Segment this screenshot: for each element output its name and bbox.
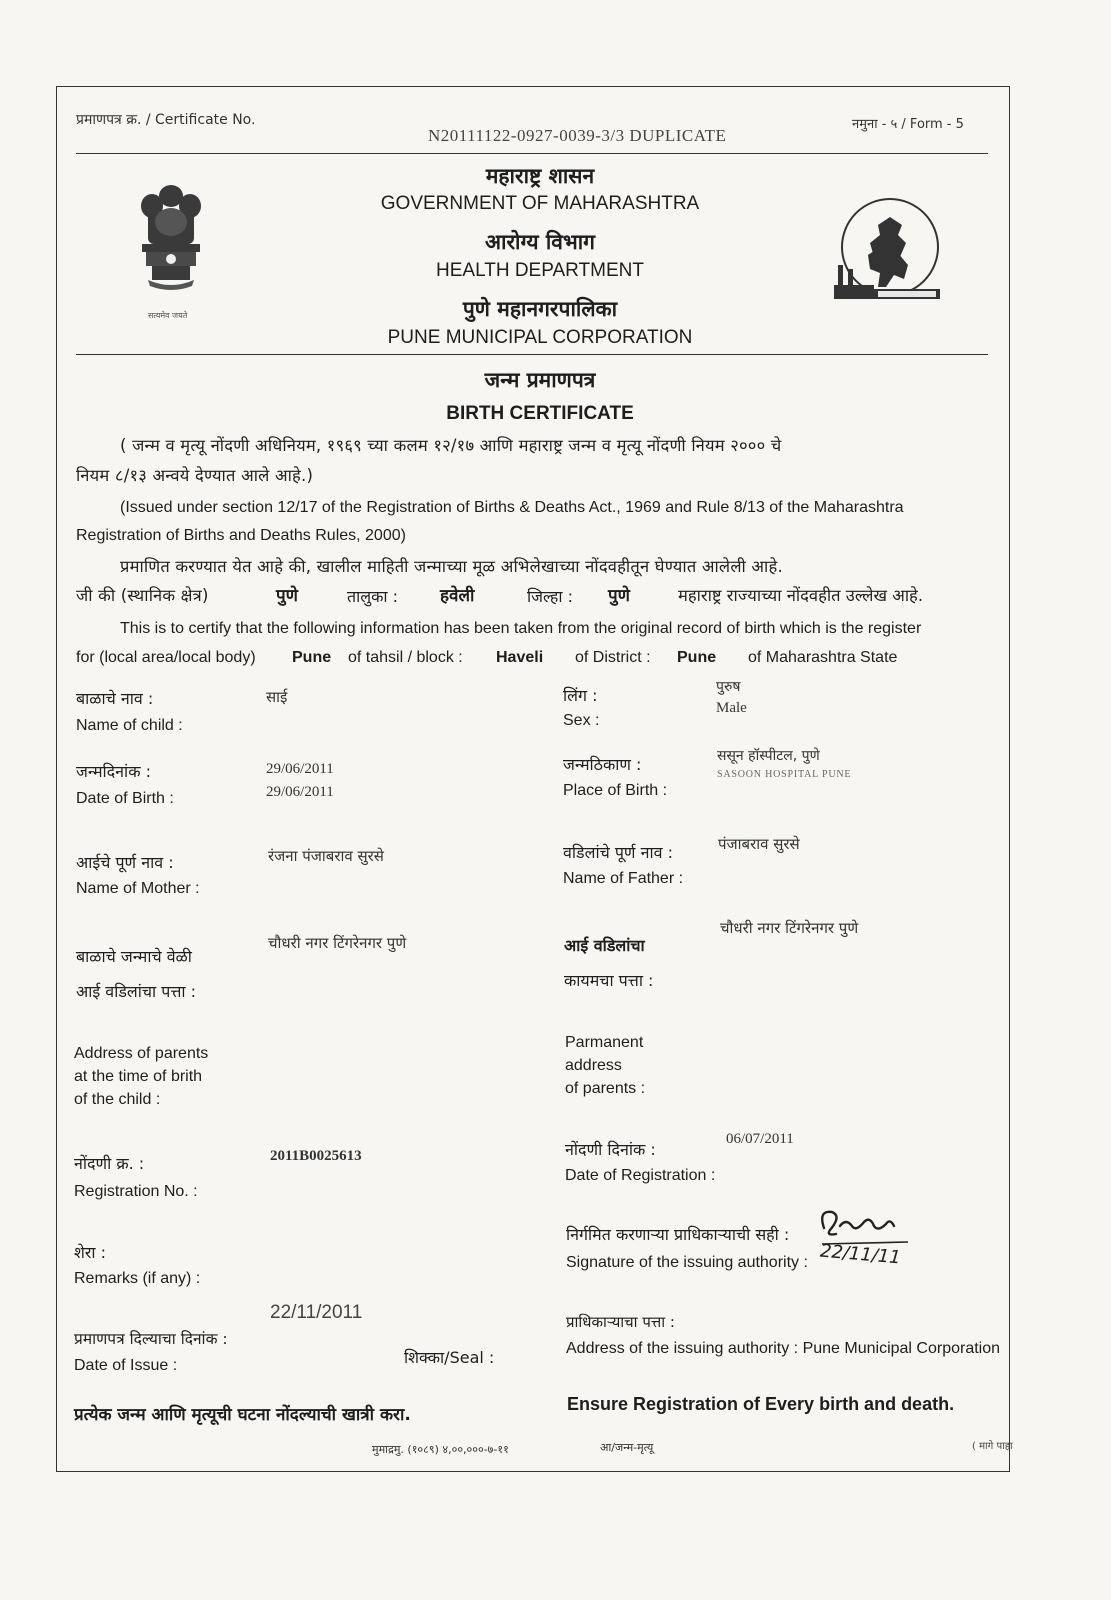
header-divider	[76, 153, 988, 154]
certify-marathi-taluka: हवेली	[440, 586, 475, 606]
pob-value-english: SASOON HOSPITAL PUNE	[717, 769, 852, 780]
mother-name-label-english: Name of Mother :	[76, 880, 200, 897]
emblem-caption: सत्यमेव जयते	[148, 311, 188, 320]
remarks-label-english: Remarks (if any) :	[74, 1270, 201, 1287]
signature-handwritten-date: 22/11/11	[819, 1240, 902, 1269]
permanent-address-value: चौधरी नगर टिंगरेनगर पुणे	[720, 919, 859, 937]
dob-label-english: Date of Birth :	[76, 790, 174, 807]
dob-label-marathi: जन्मदिनांक :	[76, 762, 151, 781]
form-number: नमुना - ५ / Form - 5	[852, 117, 964, 132]
father-name-label-english: Name of Father :	[563, 870, 684, 887]
pob-label-marathi: जन्मठिकाण :	[563, 755, 642, 774]
reg-no-label-marathi: नोंदणी क्र. :	[74, 1154, 145, 1173]
pob-label-english: Place of Birth :	[563, 782, 668, 799]
birth-address-value: चौधरी नगर टिंगरेनगर पुणे	[268, 934, 407, 952]
certify-english-tahsil: Haveli	[496, 649, 544, 666]
dob-value-marathi: 29/06/2011	[266, 761, 334, 777]
certify-english-line-1: This is to certify that the following information has been taken from the original record of birth which is the register	[120, 620, 922, 637]
print-info: मुमाद्रमु. (१०८९) ४,००,०००-७-११	[372, 1443, 509, 1456]
sex-label-marathi: लिंग :	[563, 686, 598, 705]
print-code: आ/जन्म-मृत्यू	[600, 1441, 654, 1454]
authority-address-label-marathi: प्राधिकाऱ्याचा पत्ता :	[566, 1313, 675, 1331]
act-marathi-line-2: नियम ८/१३ अन्वये देण्यात आले आहे.)	[76, 466, 314, 485]
birth-address-label-english-2: at the time of brith	[74, 1068, 203, 1085]
title-divider	[76, 354, 988, 355]
certify-marathi-line-1: प्रमाणित करण्यात येत आहे की, खालील माहिती जन्माच्या मूळ अभिलेखाच्या नोंदवहीतून घेण्यात आलेली आहे.	[120, 557, 783, 576]
permanent-address-label-english-3: of parents :	[565, 1080, 646, 1097]
certify-marathi-area: पुणे	[276, 586, 298, 606]
dept-title-english: HEALTH DEPARTMENT	[436, 260, 644, 281]
issue-date-value: 22/11/2011	[270, 1302, 363, 1323]
child-name-label-english: Name of child :	[76, 717, 183, 734]
slogan-english: Ensure Registration of Every birth and death.	[567, 1394, 955, 1414]
certify-english-district-label: of District :	[575, 649, 651, 666]
signature-label-english: Signature of the issuing authority :	[566, 1254, 808, 1271]
certify-english-line-2-prefix: for (local area/local body)	[76, 649, 256, 666]
certify-marathi-district: पुणे	[608, 586, 630, 606]
act-english-line-1: (Issued under section 12/17 of the Registration of Births & Deaths Act., 1969 and Rule 8/13 of the Maharashtra	[120, 499, 904, 516]
seal-label: शिक्का/Seal :	[404, 1348, 495, 1367]
permanent-address-label-marathi-2: कायमचा पत्ता :	[564, 971, 654, 990]
act-english-line-2: Registration of Births and Deaths Rules, 2000)	[76, 527, 406, 544]
mother-name-value: रंजना पंजाबराव सुरसे	[268, 847, 384, 865]
dob-value-english: 29/06/2011	[266, 784, 334, 800]
sex-label-english: Sex :	[563, 712, 600, 729]
sex-value-marathi: पुरुष	[716, 679, 741, 695]
father-name-label-marathi: वडिलांचे पूर्ण नाव :	[563, 843, 673, 862]
certificate-no-label: प्रमाणपत्र क्र. / Certificate No.	[76, 112, 256, 128]
authority-address-label-english: Address of the issuing authority : Pune Municipal Corporation	[566, 1340, 1001, 1357]
birth-address-label-english-3: of the child :	[74, 1091, 161, 1108]
certify-english-state: of Maharashtra State	[748, 649, 898, 666]
permanent-address-label-english-2: address	[565, 1057, 622, 1074]
certificate-no-value: N20111122-0927-0039-3/3 DUPLICATE	[428, 126, 727, 145]
permanent-address-label-marathi-1: आई वडिलांचा	[564, 936, 645, 955]
certify-marathi-line-2-suffix: महाराष्ट्र राज्याच्या नोंदवहीत उल्लेख आहे.	[678, 586, 924, 605]
pob-value-marathi: ससून हॉस्पीटल, पुणे	[717, 748, 820, 764]
remarks-label-marathi: शेरा :	[74, 1243, 107, 1262]
corp-title-english: PUNE MUNICIPAL CORPORATION	[387, 327, 693, 348]
overleaf-note: ( मागे पाहा	[972, 1441, 1013, 1452]
certify-english-area: Pune	[292, 649, 332, 666]
reg-no-value: 2011B0025613	[270, 1148, 362, 1164]
certificate-title-marathi: जन्म प्रमाणपत्र	[484, 368, 596, 392]
child-name-label-marathi: बाळाचे नाव :	[76, 689, 154, 708]
reg-date-label-english: Date of Registration :	[565, 1167, 716, 1184]
reg-date-value: 06/07/2011	[726, 1131, 794, 1147]
slogan-marathi: प्रत्येक जन्म आणि मृत्यूची घटना नोंदल्याची खात्री करा.	[74, 1405, 411, 1425]
dept-title-marathi: आरोग्य विभाग	[484, 230, 596, 254]
pmc-logo-icon	[828, 195, 946, 313]
govt-title-english: GOVERNMENT OF MAHARASHTRA	[380, 193, 700, 214]
signature-label-marathi: निर्गमित करणाऱ्या प्राधिकाऱ्याची सही :	[566, 1225, 790, 1244]
father-name-value: पंजाबराव सुरसे	[718, 835, 800, 853]
issue-date-label-marathi: प्रमाणपत्र दिल्याचा दिनांक :	[74, 1330, 228, 1348]
issue-date-label-english: Date of Issue :	[74, 1357, 178, 1374]
national-emblem-icon	[130, 180, 212, 300]
permanent-address-label-english-1: Parmanent	[565, 1034, 644, 1051]
certify-marathi-taluka-label: तालुका :	[347, 587, 399, 606]
birth-address-label-english-1: Address of parents	[74, 1045, 209, 1062]
govt-title-marathi: महाराष्ट्र शासन	[485, 164, 595, 188]
reg-date-label-marathi: नोंदणी दिनांक :	[565, 1140, 656, 1159]
sex-value-english: Male	[716, 700, 747, 716]
child-name-value: साई	[266, 688, 288, 706]
certify-english-tahsil-label: of tahsil / block :	[348, 649, 463, 666]
certify-marathi-line-2-prefix: जी की (स्थानिक क्षेत्र)	[76, 586, 209, 605]
mother-name-label-marathi: आईचे पूर्ण नाव :	[76, 853, 174, 872]
act-marathi-line-1: ( जन्म व मृत्यू नोंदणी अधिनियम, १९६९ च्या कलम १२/१७ आणि महाराष्ट्र जन्म व मृत्यू नोंदणी नियम २००० चे	[120, 436, 782, 455]
certify-marathi-district-label: जिल्हा :	[527, 587, 574, 606]
birth-address-label-marathi-1: बाळाचे जन्माचे वेळी	[76, 947, 192, 966]
corp-title-marathi: पुणे महानगरपालिका	[462, 297, 618, 321]
birth-address-label-marathi-2: आई वडिलांचा पत्ता :	[76, 982, 197, 1001]
certify-english-district: Pune	[677, 649, 717, 666]
certificate-title-english: BIRTH CERTIFICATE	[446, 403, 634, 424]
reg-no-label-english: Registration No. :	[74, 1183, 198, 1200]
